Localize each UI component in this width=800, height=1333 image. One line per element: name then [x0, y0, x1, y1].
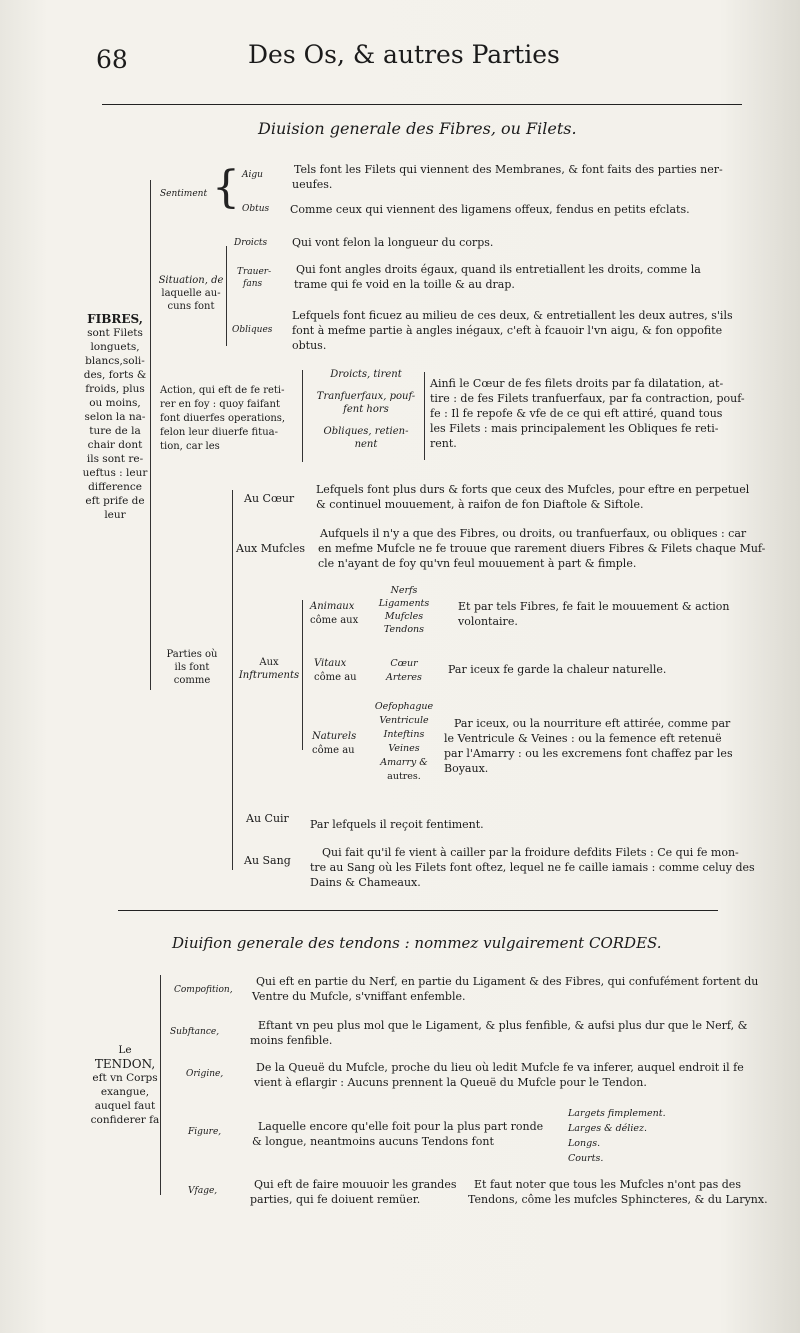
root-line: des, forts &: [83, 369, 147, 381]
situation-line: Situation, de: [158, 275, 224, 286]
naturels-item: Ventricule: [379, 715, 429, 726]
root-line: longuets,: [90, 341, 140, 353]
tendon-line: Le: [118, 1044, 132, 1056]
usage-label: Vfage,: [188, 1186, 218, 1196]
action-sub-line: Obliques, retien-: [323, 426, 409, 437]
action-line: felon leur diuerfe fitua-: [160, 427, 278, 438]
tendon-line: confiderer fa: [90, 1114, 160, 1126]
droicts-text: Qui vont felon la longueur du corps.: [292, 236, 494, 249]
obliques-text-3: obtus.: [292, 339, 327, 352]
animaux-item: Ligaments: [378, 598, 430, 609]
coeur-text-1: Lefquels font plus durs & forts que ceux des Mufcles, pour eftre en perpetuel: [316, 483, 750, 496]
vitaux-line: Vitaux: [314, 658, 347, 669]
aigu-text-2: ueufes.: [292, 178, 333, 191]
animaux-line: côme aux: [310, 615, 359, 626]
trauersans-text-1: Qui font angles droits égaux, quand ils entretiallent les droits, comme la: [296, 263, 701, 276]
naturels-item: Inteftins: [383, 729, 425, 740]
instruments-line: Aux: [259, 657, 279, 668]
figure-type: Longs.: [568, 1138, 601, 1149]
action-text-1: Ainfi le Cœur de fes filets droits par fa dilatation, at-: [430, 377, 724, 390]
action-text-3: fe : Il fe repofe & vfe de ce qui eft attiré, quand tous: [430, 407, 723, 420]
animaux-text-2: volontaire.: [458, 615, 518, 628]
root-line: ils sont re-: [86, 453, 144, 465]
animaux-item: Tendons: [383, 624, 425, 635]
root-line: selon la na-: [84, 411, 146, 423]
aigu-label: Aigu: [242, 170, 263, 180]
vitaux-item: Arteres: [386, 672, 422, 683]
instruments-label: [238, 656, 300, 682]
trauersans-label: [237, 266, 271, 290]
action-label: [160, 384, 285, 454]
root-label-fibres: [82, 312, 148, 522]
header-rule: [102, 104, 742, 105]
action-bracket: [302, 370, 303, 462]
situation-line: laquelle au-: [161, 288, 221, 299]
animaux-item: Nerfs: [390, 585, 418, 596]
trauersans-line: fans: [243, 279, 263, 289]
naturels-text-2: le Ventricule & Veines : ou la femence eft retenuë: [444, 732, 722, 745]
cuir-label: Au Cuir: [246, 812, 289, 825]
coeur-text-2: & continuel mouuement, à raifon de fon Diaftole & Siftole.: [316, 498, 644, 511]
instruments-bracket: [302, 600, 303, 750]
parties-line: ils font: [174, 662, 210, 673]
situation-bracket: [226, 246, 227, 346]
parties-bracket: [232, 490, 233, 870]
page-number: 68: [96, 45, 128, 74]
muscles-label: Aux Mufcles: [236, 542, 305, 555]
action-sub-line: Droicts, tirent: [330, 369, 402, 380]
root-bracket: [150, 180, 151, 690]
obtus-label: Obtus: [242, 204, 270, 214]
substance-label: Subftance,: [170, 1027, 220, 1037]
parties-line: Parties où: [166, 649, 218, 660]
root-line: chair dont: [87, 439, 143, 451]
section-title: Diuision generale des Fibres, ou Filets.: [258, 119, 577, 138]
naturels-item: Veines: [388, 743, 420, 754]
tendon-line: exangue,: [100, 1086, 150, 1098]
section-title: Diuifion generale des tendons : nommez vulgairement CORDES.: [172, 934, 662, 952]
brace: {: [212, 162, 240, 213]
situation-line: cuns font: [167, 301, 215, 312]
trauersans-line: Trauer-: [237, 267, 272, 277]
trauersans-text-2: trame qui fe void en la toille & au drap.: [294, 278, 515, 291]
muscles-text-1: Aufquels il n'y a que des Fibres, ou droits, ou tranfuerfaux, ou obliques : car: [320, 527, 747, 540]
muscles-text-2: en mefme Mufcle ne fe trouue que rarement diuers Fibres & Filets chaque Muf-: [318, 542, 766, 555]
action-text-5: rent.: [430, 437, 457, 450]
animaux-line: Animaux: [310, 601, 355, 612]
vitaux-item: Cœur: [390, 658, 418, 669]
parties-label: [160, 648, 224, 687]
obliques-text-2: font à mefme partie à angles inégaux, c'eft à fcauoir l'vn aigu, & fon oppofite: [292, 324, 723, 337]
naturels-label: [312, 730, 356, 758]
muscles-text-3: cle n'ayant de foy qu'vn feul mouuement à part & fimple.: [318, 557, 637, 570]
root-line: blancs,soli-: [85, 355, 145, 367]
origine-text-2: vient à eflargir : Aucuns prennent la Queuë du Mufcle pour le Tendon.: [254, 1076, 647, 1089]
action-sub: [308, 368, 424, 451]
naturels-items: [368, 700, 440, 784]
vitaux-text: Par iceux fe garde la chaleur naturelle.: [448, 663, 667, 676]
root-label-tendon: [80, 1043, 170, 1127]
usage-note-1: Et faut noter que tous les Mufcles n'ont pas des: [474, 1178, 741, 1191]
droicts-label: Droicts: [234, 238, 268, 248]
naturels-item: autres.: [387, 771, 421, 782]
action-line: font diuerfes operations,: [160, 413, 286, 424]
sang-text-1: Qui fait qu'il fe vient à cailler par la froidure defdits Filets : Ce qui fe mon-: [322, 846, 739, 859]
action-line: Action, qui eft de fe reti-: [160, 385, 285, 396]
tendon-line: TENDON,: [94, 1057, 156, 1071]
naturels-item: Amarry &: [380, 757, 428, 768]
root-line: difference: [88, 481, 142, 493]
animaux-item: Mufcles: [384, 611, 424, 622]
root-line: leur: [104, 509, 126, 521]
action-text-4: les Filets : mais principalement les Obliques fe reti-: [430, 422, 719, 435]
naturels-item: Oefophague: [374, 701, 434, 712]
action-line: rer en foy : quoy faifant: [160, 399, 280, 410]
obliques-label: Obliques: [232, 325, 273, 335]
cuir-text: Par lefquels il reçoit fentiment.: [310, 818, 484, 831]
root-line: ueftus : leur: [82, 467, 148, 479]
composition-label: Compofition,: [174, 985, 233, 995]
animaux-items: [374, 584, 434, 636]
animaux-text-1: Et par tels Fibres, fe fait le mouuement & action: [458, 600, 730, 613]
figure-type: Courts.: [568, 1153, 604, 1164]
tendon-bracket: [160, 975, 161, 1195]
usage-text-1: Qui eft de faire mouuoir les grandes: [254, 1178, 457, 1191]
figure-type: Largets fimplement.: [568, 1108, 666, 1119]
action-line: tion, car les: [160, 441, 220, 452]
root-line: froids, plus: [85, 383, 145, 395]
sang-text-2: tre au Sang où les Filets font oftez, lequel ne fe caille iamais : comme celuy des: [310, 861, 755, 874]
aigu-text-1: Tels font les Filets qui viennent des Membranes, & font faits des parties ner-: [294, 163, 723, 176]
root-line: FIBRES,: [87, 312, 143, 326]
origine-label: Origine,: [186, 1069, 224, 1079]
action-sub-line: fent hors: [343, 404, 389, 415]
action-sub-bracket: [424, 372, 425, 460]
parties-line: comme: [173, 675, 211, 686]
naturels-text-3: par l'Amarry : ou les excremens font chaffez par les: [444, 747, 733, 760]
figure-label: Figure,: [188, 1127, 222, 1137]
root-line: eft prife de: [85, 495, 145, 507]
vitaux-items: [374, 657, 434, 685]
naturels-text-1: Par iceux, ou la nourriture eft attirée, comme par: [454, 717, 731, 730]
figure-text-1: Laquelle encore qu'elle foit pour la plus part ronde: [258, 1120, 544, 1133]
action-sub-line: Tranfuerfaux, pouf-: [316, 391, 416, 402]
sentiment-label: Sentiment: [160, 189, 208, 199]
tendon-line: auquel faut: [94, 1100, 156, 1112]
usage-text-2: parties, qui fe doiuent remüer.: [250, 1193, 421, 1206]
figure-types: [568, 1106, 666, 1166]
usage-note-2: Tendons, côme les mufcles Sphincteres, & du Larynx.: [468, 1193, 768, 1206]
figure-text-2: & longue, neantmoins aucuns Tendons font: [252, 1135, 494, 1148]
naturels-text-4: Boyaux.: [444, 762, 489, 775]
composition-text-2: Ventre du Mufcle, s'vniffant enfemble.: [252, 990, 466, 1003]
action-sub-line: nent: [354, 439, 378, 450]
root-line: sont Filets: [87, 327, 143, 339]
vitaux-line: côme au: [314, 672, 357, 683]
figure-type: Larges & déliez.: [568, 1123, 648, 1134]
vitaux-label: [314, 657, 357, 685]
coeur-label: Au Cœur: [244, 492, 295, 505]
running-title: Des Os, & autres Parties: [248, 40, 560, 69]
root-line: ture de la: [89, 425, 141, 437]
section-rule: [118, 910, 718, 911]
action-text-2: tire : de fes Filets tranfuerfaux, par fa contraction, pouf-: [430, 392, 745, 405]
naturels-line: Naturels: [312, 731, 357, 742]
naturels-line: côme au: [312, 745, 355, 756]
substance-text-2: moins fenfible.: [250, 1034, 333, 1047]
animaux-label: [310, 600, 358, 628]
situation-label: [156, 274, 226, 313]
substance-text-1: Eftant vn peu plus mol que le Ligament, & plus fenfible, & aufsi plus dur que le Nerf, &: [258, 1019, 748, 1032]
obliques-text-1: Lefquels font ficuez au milieu de ces deux, & entretiallent les deux autres, s'ils: [292, 309, 733, 322]
sang-text-3: Dains & Chameaux.: [310, 876, 421, 889]
obtus-text: Comme ceux qui viennent des ligamens offeux, fendus en petits efclats.: [290, 203, 690, 216]
sang-label: Au Sang: [244, 854, 291, 867]
origine-text-1: De la Queuë du Mufcle, proche du lieu où ledit Mufcle fe va inferer, auquel endroit il fe: [256, 1061, 744, 1074]
tendon-line: eft vn Corps: [92, 1072, 158, 1084]
composition-text-1: Qui eft en partie du Nerf, en partie du Ligament & des Fibres, qui confufément fortent du: [256, 975, 759, 988]
root-line: ou moins,: [89, 397, 141, 409]
instruments-line: Inftruments: [238, 670, 300, 681]
